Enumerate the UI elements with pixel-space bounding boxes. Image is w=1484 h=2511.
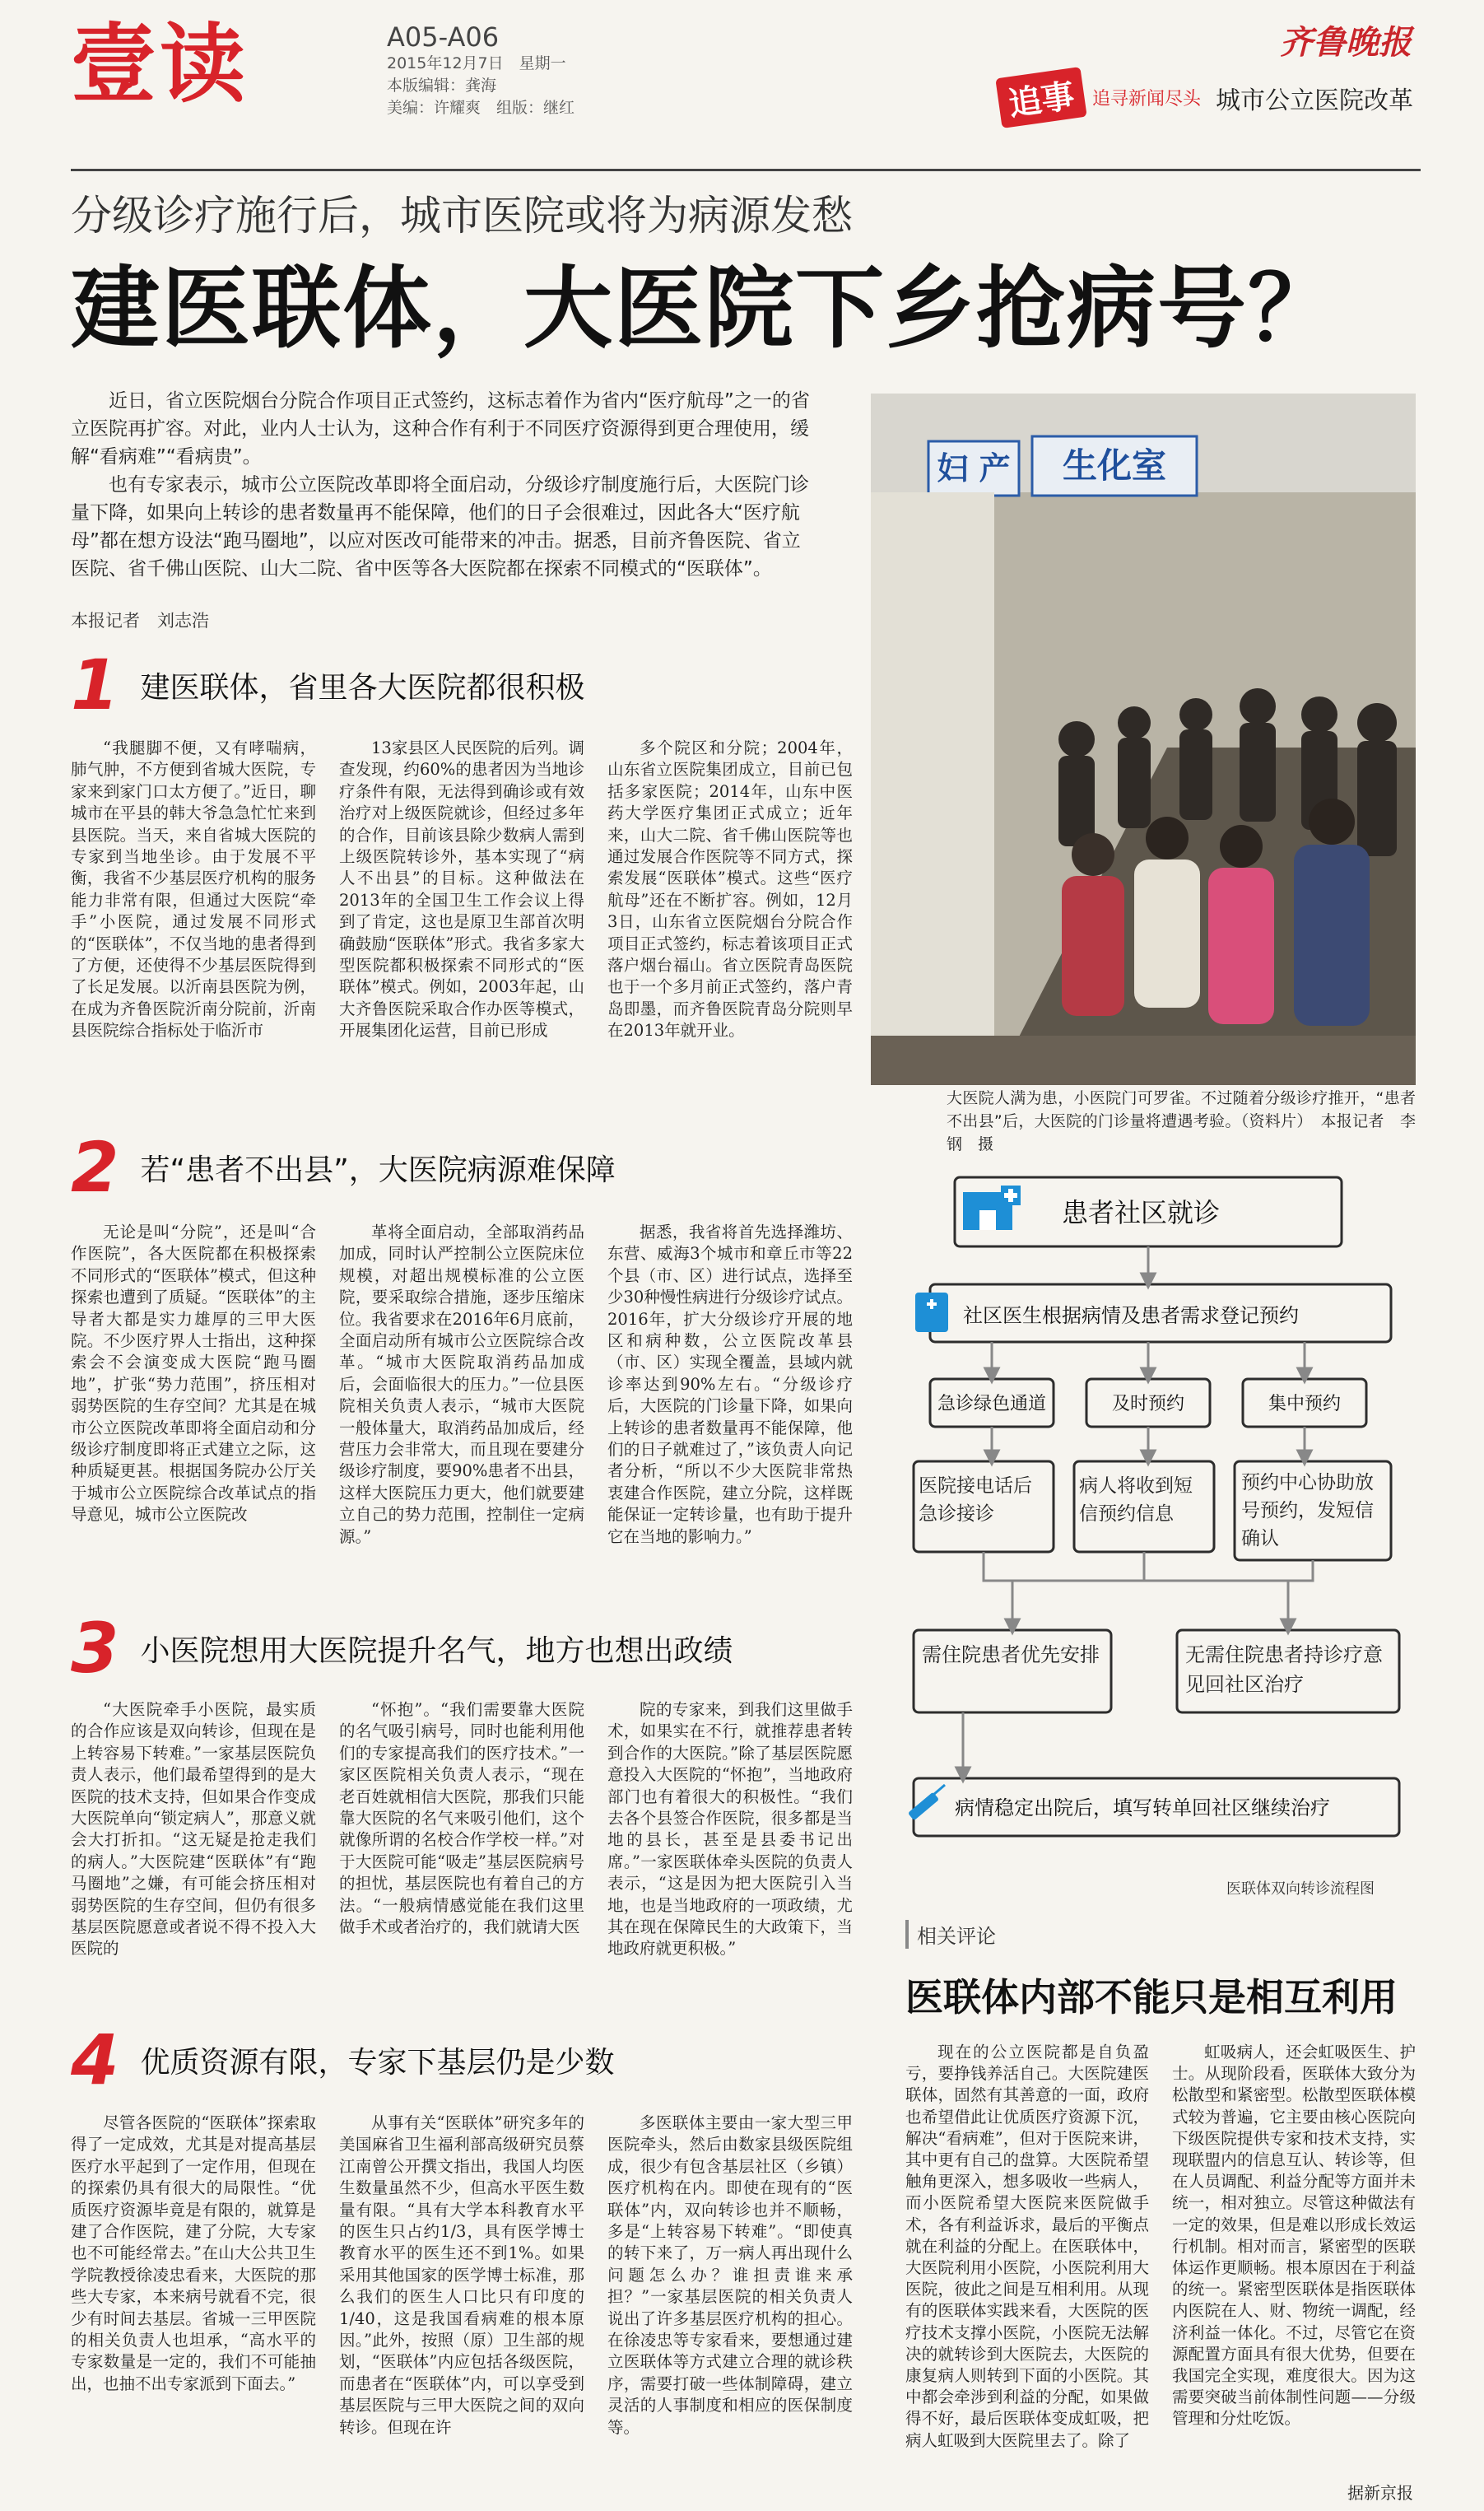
section-name: 城市公立医院改革 bbox=[1216, 86, 1413, 115]
designer-credit: 美编：许耀爽 组版：继红 bbox=[387, 99, 575, 117]
text-column: “大医院牵手小医院，最实质的合作应该是双向转诊，但现在是上转容易下转难。”一家基层医院负责人表示，他们最希望得到的是大医院的技术支持，但如果合作变成大医院单向“锁定病人”，那意义就会大打折扣。“这无疑是抢走我们的病人。”大医院建“医联体”有“跑马圈地”之嫌，有可能会挤压相对弱势医院的生存空间，但仍有很多基层医院愿意或者说不得不投入大医院的 bbox=[71, 1700, 316, 1959]
photo-caption: 大医院人满为患，小医院门可罗雀。不过随着分级诊疗推开，“患者不出县”后，大医院的门诊量将遭遇考验。（资料片） 本报记者 李钢 摄 bbox=[947, 1089, 1416, 1153]
text-column: 多医联体主要由一家大型三甲医院牵头，然后由数家县级医院组成，很少有包含基层社区（乡镇）医疗机构在内。即使在现有的“医联体”内，双向转诊也并不顺畅，多是“上转容易下转难”。“即使真的转下来了，万一病人再出现什么问题怎么办？谁担责谁来承担？”一家基层医院的相关负责人说出了许多基层医疗机构的担心。在徐凌忠等专家看来，要想通过建立医联体等方式建立合理的就诊秩序，需要打破一些体制障碍，建立灵活的人事制度和相应的医保制度等。 bbox=[607, 2113, 853, 2437]
lead-paragraph: 近日，省立医院烟台分院合作项目正式签约，这标志着作为省内“医疗航母”之一的省立医院再扩容。对此，业内人士认为，这种合作有利于不同医疗资源得到更合理使用，缓解“看病难”“看病贵”。 bbox=[71, 390, 810, 468]
section-title: 建医联体，省里各大医院都很积极 bbox=[140, 670, 585, 705]
photo-illustration bbox=[871, 394, 1416, 1085]
clipboard-icon bbox=[915, 1293, 948, 1332]
flow-step-timely: 及时预约 bbox=[1111, 1394, 1185, 1414]
flow-step-confirm: 预约中心协助放号预约，发短信确认 bbox=[1241, 1472, 1374, 1549]
text-column: 多个院区和分院；2004年，山东省立医院集团成立，目前已包括多家医院；2014年，山东中医药大学医疗集团正式成立；近年来，山大二院、省千佛山医院等也通过发展合作医院等不同方式，探索发展“医联体”模式。这些“医疗航母”还在不断扩容。例如，12月3日，山东省立医院烟台分院合作项目正式签约，标志着该项目正式落户烟台福山。省立医院青岛医院也于一个多月前正式签约，落户青岛即墨，而齐鲁医院青岛分院则早在2013年就开业。 bbox=[607, 738, 853, 1041]
text-column: 现在的公立医院都是自负盈亏，要挣钱养活自己。大医院建医联体，固然有其善意的一面，政府也希望借此让优质医疗资源下沉，解决“看病难”，但对于医院来讲，其中更有自己的盘算。大医院希望触角更深入，想多吸收一些病人，而小医院希望大医院来医院做手术，各有利益诉求，最后的平衡点就在利益的分配上。在医联体中，大医院利用小医院，小医院利用大医院，彼此之间是互相利用。从现有的医联体实践来看，大医院的医疗技术支撑小医院，小医院无法解决的就转诊到大医院去，大医院的康复病人则转到下面的小医院。其中都会牵涉到利益的分配，如果做得不好，最后医联体变成虹吸，把病人虹吸到大医院里去了。除了 bbox=[905, 2043, 1149, 2450]
zhuishi-badge: 追事 bbox=[995, 67, 1086, 128]
photo-sign-1: 妇 产 bbox=[937, 450, 1011, 487]
section-number: 4 bbox=[71, 2020, 119, 2100]
text-column: 虹吸病人，还会虹吸医生、护士。从现阶段看，医联体大致分为松散型和紧密型。松散型医联体模式较为普遍，它主要由核心医院向下级医院提供专家和技术支持，实现联盟内的信息互认、转诊等，但在人员调配、利益分配等方面并未统一，相对独立。尽管这种做法有一定的效果，但是难以形成长效运行机制。相对而言，紧密型的医联体运作更顺畅。根本原因在于利益的统一。紧密型医联体是指医联体内医院在人、财、物统一调配，经济利益一体化。不过，尽管它在资源配置方面具有很大优势，但要在我国完全实现，难度很大。因为这需要突破当前体制性问题——分级管理和分灶吃饭。 bbox=[1172, 2043, 1416, 2429]
commentary-title: 医联体内部不能只是相互利用 bbox=[905, 1975, 1398, 2020]
section-3-header bbox=[71, 1608, 733, 1689]
referral-flowchart bbox=[897, 1169, 1416, 1894]
section-1-header bbox=[71, 645, 585, 725]
zhuishi-tagline: 追寻新闻尽头 bbox=[1091, 89, 1201, 109]
text-column: “我腿脚不便，又有哮喘病，肺气肿，不方便到省城大医院，专家来到家门口太方便了。”近日，聊城市在平县的韩大爷急急忙忙来到县医院。当天，来自省城大医院的专家到当地坐诊。由于发展不平衡，我省不少基层医疗机构的服务能力非常有限，但通过大医院“牵手”小医院，通过发展不同形式的“医联体”，不仅当地的患者得到了方便，还使得不少基层医院得到了长足发展。以沂南县医院为例，在成为齐鲁医院沂南分院前，沂南县医院综合指标处于临沂市 bbox=[71, 738, 316, 1041]
section-number: 1 bbox=[71, 645, 119, 725]
page-meta bbox=[387, 21, 575, 119]
section-number: 2 bbox=[71, 1127, 119, 1208]
photo-sign-2: 生化室 bbox=[1062, 445, 1167, 486]
editor-credit: 本版编辑：龚海 bbox=[387, 77, 497, 95]
issue-date: 2015年12月7日 星期一 bbox=[387, 54, 566, 72]
flow-step-return: 无需住院患者持诊疗意见回社区治疗 bbox=[1185, 1643, 1383, 1696]
flow-step-sms: 病人将收到短信预约信息 bbox=[1079, 1475, 1193, 1525]
commentary-body bbox=[905, 2042, 1416, 2475]
newspaper-logo: 齐鲁晚报 bbox=[1280, 23, 1412, 62]
page-numbers: A05-A06 bbox=[387, 21, 500, 53]
topic-banner bbox=[998, 72, 1413, 123]
flow-step-discharge: 病情稳定出院后，填写转单回社区继续治疗 bbox=[955, 1796, 1330, 1819]
section-2-body bbox=[71, 1222, 853, 1600]
header-divider bbox=[71, 169, 1421, 171]
section-number: 3 bbox=[71, 1608, 119, 1689]
flowchart-caption: 医联体双向转诊流程图 bbox=[1226, 1880, 1375, 1898]
flow-step-admit: 需住院患者优先安排 bbox=[922, 1643, 1100, 1666]
text-column: 从事有关“医联体”研究多年的美国麻省卫生福利部高级研究员蔡江南曾公开撰文指出，我国人均医生数量虽然不少，但高水平医生数量有限。“具有大学本科教育水平的医生只占约1/3，具有医学博士教育水平的医生还不到1%。如果采用其他国家的医学博士标准，那么我们的医生人口比只有印度的1/40，这是我国看病难的根本原因。”此外，按照（原）卫生部的规划，“医联体”内应包括各级医院，而患者在“医联体”内，可以享受到基层医院与三甲大医院之间的双向转诊。但现在许 bbox=[339, 2113, 584, 2437]
article-lead bbox=[71, 387, 812, 583]
text-column: 革将全面启动，全部取消药品加成，同时认严控制公立医院床位规模，对超出规模标准的公立医院，要采取综合措施，逐步压缩床位。我省要求在2016年6月底前，全面启动所有城市公立医院综合改革。“城市大医院取消药品加成后，会面临很大的压力。”一位县医院相关负责人表示，“城市大医院一般体量大，取消药品加成后，经营压力会非常大，而且现在要建分级诊疗制度，要90%患者不出县，这样大医院压力更大，他们就要建立自己的势力范围，控制住一定病源。” bbox=[339, 1223, 584, 1546]
section-title: 若“患者不出县”，大医院病源难保障 bbox=[140, 1153, 616, 1187]
section-title: 小医院想用大医院提升名气，地方也想出政绩 bbox=[140, 1633, 733, 1668]
text-column: 院的专家来，到我们这里做手术，如果实在不行，就推荐患者转到合作的大医院。”除了基层医院愿意投入大医院的“怀抱”，当地政府部门也有着很大的积极性。“我们去各个县签合作医院，很多都是当地的县长，甚至是县委书记出席。”一家医联体牵头医院的负责人表示，“这是因为把大医院引入当地，也是当地政府的一项政绩，尤其在现在保障民生的大政策下，当地政府就更积极。” bbox=[607, 1700, 853, 1959]
commentary-source: 据新京报 bbox=[1347, 2483, 1413, 2503]
text-column: 无论是叫“分院”，还是叫“合作医院”，各大医院都在积极探索不同形式的“医联体”模式，但这种探索也遭到了质疑。“医联体”的主导者大都是实力雄厚的三甲大医院。不少医疗界人士指出，这种探索会不会演变成大医院“跑马圈地”，扩张“势力范围”，挤压相对弱势医院的生存空间？尤其是在城市公立医院改革即将全面启动和分级诊疗制度即将正式建立之际，这种质疑更甚。根据国务院办公厅关于城市公立医院综合改革试点的指导意见，城市公立医院改 bbox=[71, 1223, 316, 1525]
article-subtitle: 分级诊疗施行后，城市医院或将为病源发愁 bbox=[71, 192, 853, 240]
text-column: “怀抱”。“我们需要靠大医院的名气吸引病号，同时也能利用他们的专家提高我们的医疗技术。”一家区医院相关负责人表示，“现在老百姓就相信大医院，那我们只能靠大医院的名气来吸引他们，这个就像所谓的名校合作学校一样。”对于大医院可能“吸走”基层医院病号的担忧，基层医院也有着自己的方法。“一般病情感觉能在我们这里做手术或者治疗的，我们就请大医 bbox=[339, 1700, 584, 1937]
flow-step-visit: 患者社区就诊 bbox=[1062, 1197, 1221, 1228]
flow-step-call: 医院接电话后急诊接诊 bbox=[919, 1475, 1032, 1525]
hospital-crowd-photo bbox=[871, 394, 1416, 1085]
section-1-body bbox=[71, 738, 853, 1116]
flow-step-emergency: 急诊绿色通道 bbox=[937, 1394, 1047, 1414]
section-title: 优质资源有限，专家下基层仍是少数 bbox=[140, 2045, 615, 2080]
section-2-header bbox=[71, 1127, 616, 1208]
hospital-icon bbox=[963, 1186, 1021, 1230]
lead-paragraph: 也有专家表示，城市公立医院改革即将全面启动，分级诊疗制度施行后，大医院门诊量下降，如果向上转诊的患者数量再不能保障，他们的日子会很难过，因此各大“医疗航母”都在想方设法“跑马圈地”，以应对医改可能带来的冲击。据悉，目前齐鲁医院、省立医院、省千佛山医院、山大二院、省中医等各大医院都在探索不同模式的“医联体”。 bbox=[71, 474, 809, 580]
section-4-body bbox=[71, 2113, 853, 2491]
commentary-label: 相关评论 bbox=[905, 1920, 996, 1949]
section-4-header bbox=[71, 2020, 615, 2100]
text-column: 尽管各医院的“医联体”探索取得了一定成效，尤其是对提高基层医疗水平起到了一定作用，但现在的探索仍具有很大的局限性。“优质医疗资源毕竟是有限的，就算是建了合作医院，建了分院，大专家也不可能经常去。”在山大公共卫生学院教授徐凌忠看来，大医院的那些大专家，本来病号就看不完，很少有时间去基层。省城一三甲医院的相关负责人也坦承，“高水平的专家数量是一定的，我们不可能抽出，也抽不出专家派到下面去。” bbox=[71, 2113, 316, 2393]
flow-step-batch: 集中预约 bbox=[1268, 1394, 1342, 1414]
byline: 本报记者 刘志浩 bbox=[71, 611, 209, 631]
flow-step-register: 社区医生根据病情及患者需求登记预约 bbox=[963, 1304, 1299, 1327]
text-column: 13家县区人民医院的后列。调查发现，约60%的患者因为当地诊疗条件有限，无法得到确诊或有效治疗对上级医院就诊，但经过多年的合作，目前该县除少数病人需到上级医院转诊外，基本实现了“病人不出县”的目标。这种做法在2013年的全国卫生工作会议上得到了肯定，这也是原卫生部首次明确鼓励“医联体”形式。我省多家大型医院都积极探索不同形式的“医联体”模式。例如，2003年起，山大齐鲁医院采取合作办医等模式，开展集团化运营，目前已形成 bbox=[339, 738, 584, 1041]
text-column: 据悉，我省将首先选择潍坊、东营、威海3个城市和章丘市等22个县（市、区）进行试点，选择至少30种慢性病进行分级诊疗试点。2016年，扩大分级诊疗开展的地区和病种数，公立医院改革县（市、区）实现全覆盖，县域内就诊率达到90%左右。“分级诊疗后，大医院的门诊量下降，如果向上转诊的患者数量再不能保障，他们的日子就难过了，”该负责人向记者分析，“所以不少大医院非常热衷建合作医院，建立分院，这样既能保证一定转诊量，也有助于提升它在当地的影响力。” bbox=[607, 1223, 853, 1546]
section-brand: 壹读 bbox=[71, 14, 249, 114]
section-3-body bbox=[71, 1699, 853, 2012]
article-headline: 建医联体，大医院下乡抢病号？ bbox=[71, 258, 1339, 361]
